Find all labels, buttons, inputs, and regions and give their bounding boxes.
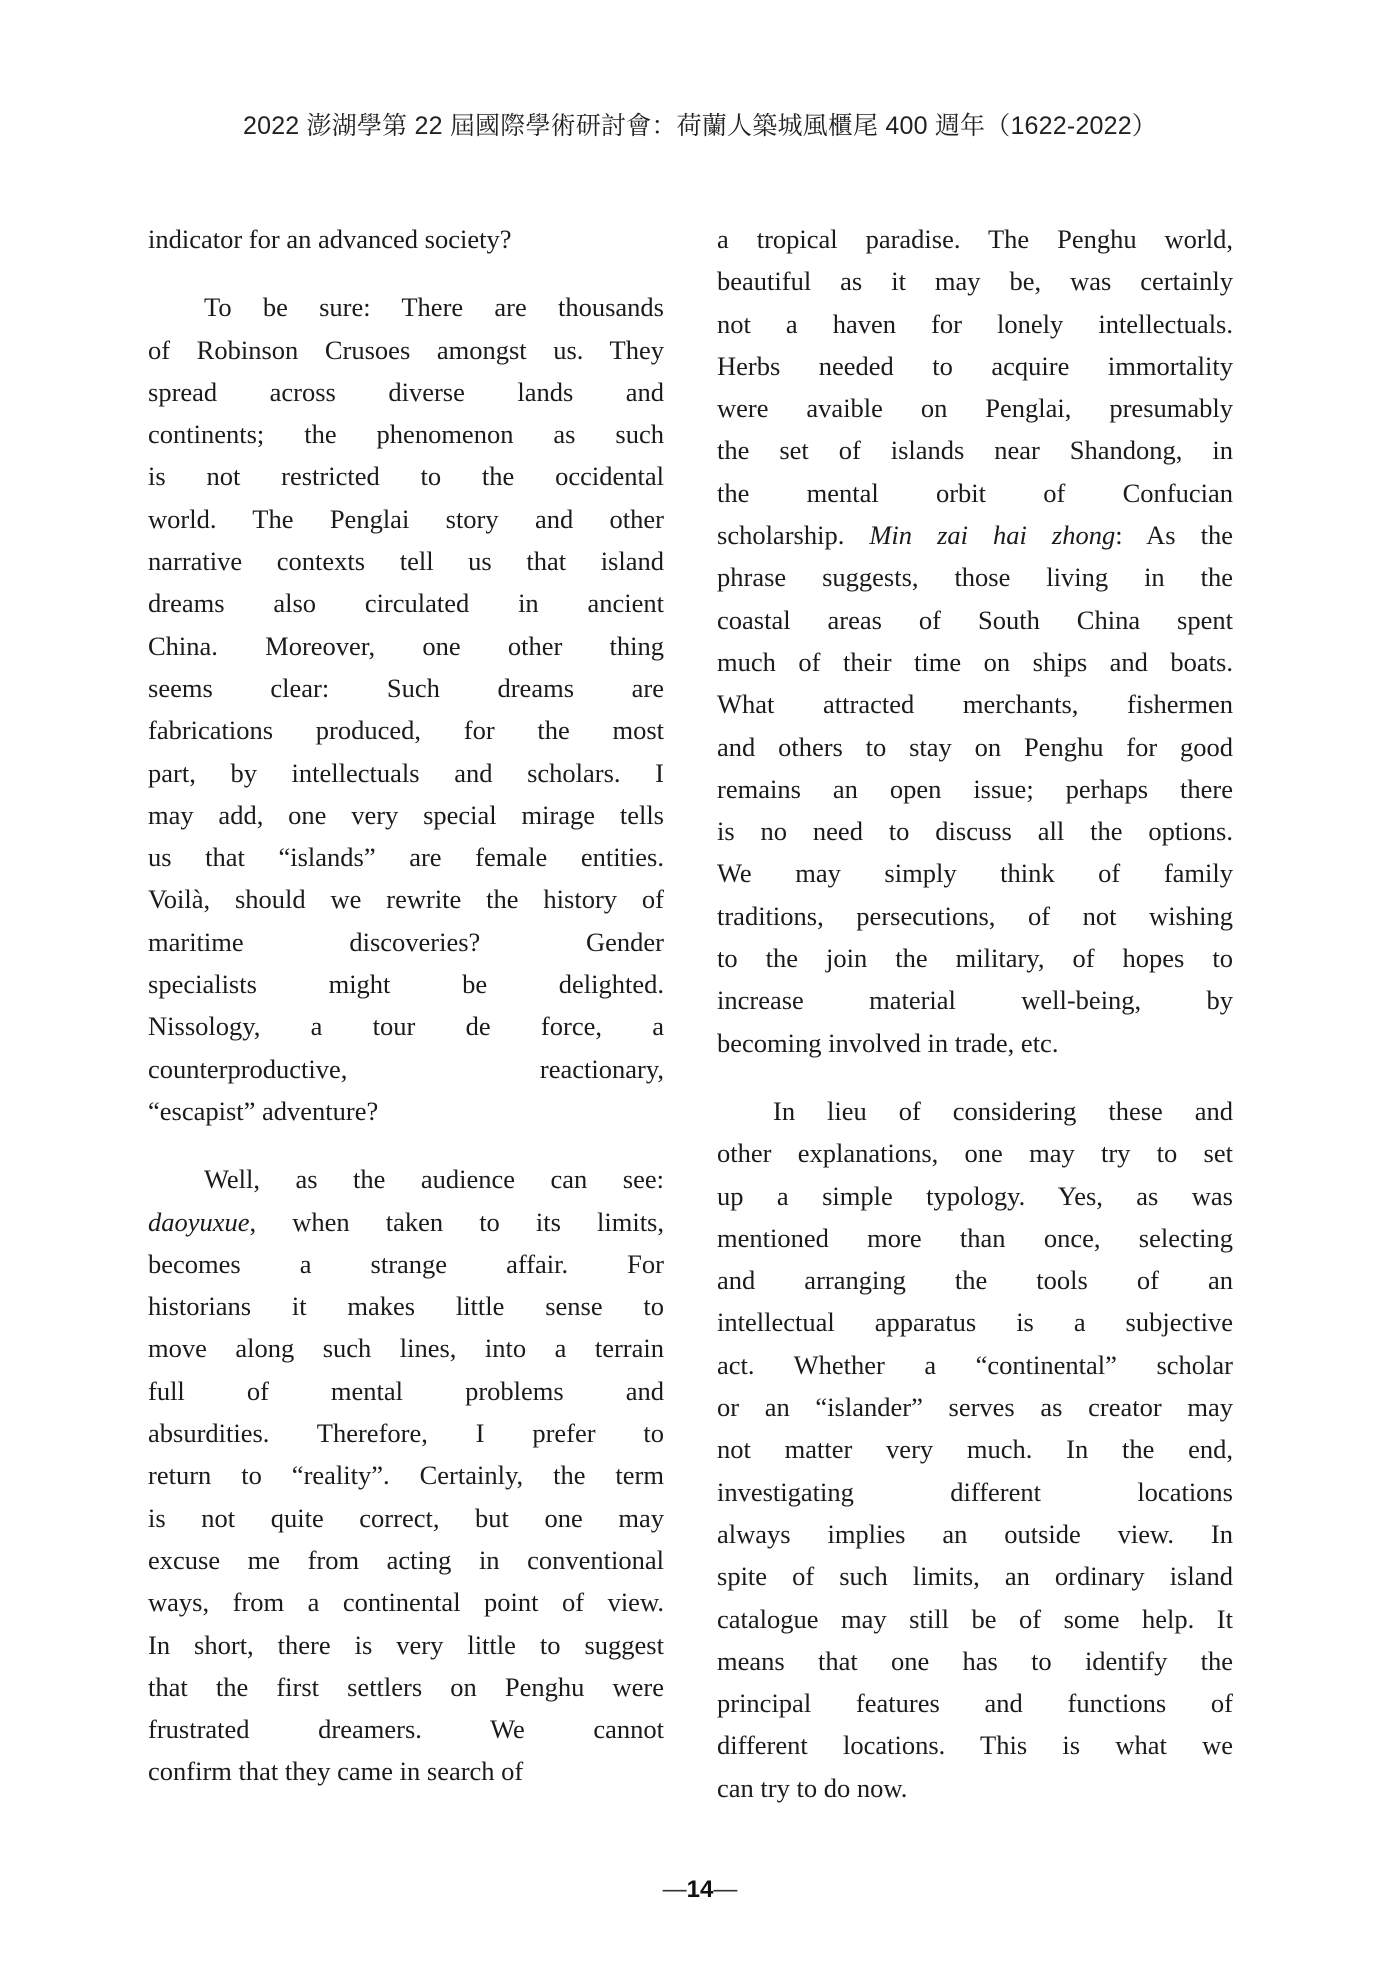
text-line: always implies an outside view. In: [717, 1518, 1233, 1549]
text-line: We may simply think of family: [717, 858, 1233, 889]
text-line: move along such lines, into a terrain: [148, 1333, 664, 1364]
text-line: fabrications produced, for the most: [148, 715, 664, 746]
text-line: becoming involved in trade, etc.: [717, 1027, 1059, 1058]
text-line: the set of islands near Shandong, in: [717, 435, 1233, 466]
text-line: Well, as the audience can see:: [204, 1164, 664, 1195]
text-line: remains an open issue; perhaps there: [717, 773, 1233, 804]
text-line: catalogue may still be of some help. It: [717, 1603, 1233, 1634]
italic-term: daoyuxue: [148, 1206, 250, 1237]
text-line: continents; the phenomenon as such: [148, 419, 664, 450]
text-line: frustrated dreamers. We cannot: [148, 1714, 664, 1745]
text-line: act. Whether a “continental” scholar: [717, 1349, 1233, 1380]
left-column: [148, 218, 664, 1819]
page-number-dash-right: —: [713, 1876, 738, 1903]
text-line: intellectual apparatus is a subjective: [717, 1307, 1233, 1338]
text-line: In short, there is very little to suggest: [148, 1629, 664, 1660]
text-line: increase material well-being, by: [717, 985, 1233, 1016]
text-line: historians it makes little sense to: [148, 1291, 664, 1322]
running-header: 2022 澎湖學第 22 屆國際學術研討會：荷蘭人築城風櫃尾 400 週年（1622-2022）: [242, 112, 1158, 140]
paragraph: [148, 218, 664, 260]
text-line: is not restricted to the occidental: [148, 461, 664, 492]
text-line: much of their time on ships and boats.: [717, 646, 1233, 677]
paragraph: [717, 218, 1233, 1064]
text-line: “escapist” adventure?: [148, 1095, 379, 1126]
paragraph: [148, 1158, 664, 1792]
text-line: the mental orbit of Confucian: [717, 477, 1233, 508]
text-line: return to “reality”. Certainly, the term: [148, 1460, 664, 1491]
text-line: us that “islands” are female entities.: [148, 842, 664, 873]
text-line: and arranging the tools of an: [717, 1265, 1233, 1296]
text-line: to the join the military, of hopes to: [717, 943, 1233, 974]
italic-term: Min zai hai zhong: [869, 520, 1116, 551]
text-line: Herbs needed to acquire immortality: [717, 350, 1233, 381]
text-line: excuse me from acting in conventional: [148, 1544, 664, 1575]
text-line: daoyuxue, when taken to its limits,: [148, 1206, 664, 1237]
text-line: coastal areas of South China spent: [717, 604, 1233, 635]
text-line: narrative contexts tell us that island: [148, 546, 664, 577]
text-line: becomes a strange affair. For: [148, 1248, 664, 1279]
text-line: were avaible on Penglai, presumably: [717, 393, 1233, 424]
text-line: dreams also circulated in ancient: [148, 588, 664, 619]
text-line: scholarship. Min zai hai zhong: As the: [717, 520, 1233, 551]
text-line: is no need to discuss all the options.: [717, 816, 1233, 847]
text-line: seems clear: Such dreams are: [148, 672, 664, 703]
text-line: a tropical paradise. The Penghu world,: [717, 224, 1233, 254]
text-line: that the first settlers on Penghu were: [148, 1671, 664, 1702]
text-line: In lieu of considering these and: [773, 1095, 1233, 1126]
text-line: To be sure: There are thousands: [204, 292, 664, 323]
text-line: is not quite correct, but one may: [148, 1502, 664, 1533]
text-line: or an “islander” serves as creator may: [717, 1392, 1233, 1423]
text-line: world. The Penglai story and other: [148, 503, 664, 534]
text-line: phrase suggests, those living in the: [717, 562, 1233, 593]
text-line: not a haven for lonely intellectuals.: [717, 308, 1233, 339]
text-line: Voilà, should we rewrite the history of: [148, 884, 664, 915]
text-line: different locations. This is what we: [717, 1730, 1233, 1761]
text-line: mentioned more than once, selecting: [717, 1222, 1233, 1253]
text-line: What attracted merchants, fishermen: [717, 689, 1233, 720]
text-line: ways, from a continental point of view.: [148, 1587, 664, 1618]
paragraph: [148, 286, 664, 1132]
page-number: [0, 1876, 1400, 1904]
page-number-value: 14: [686, 1876, 714, 1903]
text-line: may add, one very special mirage tells: [148, 799, 664, 830]
text-line: spread across diverse lands and: [148, 376, 664, 407]
text-line: confirm that they came in search of: [148, 1756, 524, 1787]
text-line: part, by intellectuals and scholars. I: [148, 757, 664, 788]
text-line: can try to do now.: [717, 1772, 908, 1803]
text-line: principal features and functions of: [717, 1688, 1233, 1719]
text-line: counterproductive, reactionary,: [148, 1053, 664, 1084]
text-line: and others to stay on Penghu for good: [717, 731, 1233, 762]
text-line: full of mental problems and: [148, 1375, 664, 1406]
text-line: of Robinson Crusoes amongst us. They: [148, 334, 664, 365]
text-line: beautiful as it may be, was certainly: [717, 266, 1233, 297]
text-line: China. Moreover, one other thing: [148, 630, 664, 661]
text-line: up a simple typology. Yes, as was: [717, 1180, 1233, 1211]
right-column: [717, 218, 1233, 1835]
text-line: investigating different locations: [717, 1476, 1233, 1507]
text-line: other explanations, one may try to set: [717, 1138, 1233, 1169]
text-line: specialists might be delighted.: [148, 969, 664, 1000]
text-line: means that one has to identify the: [717, 1645, 1233, 1676]
text-line: Nissology, a tour de force, a: [148, 1011, 664, 1042]
paragraph: [717, 1090, 1233, 1809]
text-line: indicator for an advanced society?: [148, 224, 512, 254]
text-line: maritime discoveries? Gender: [148, 926, 664, 957]
text-line: spite of such limits, an ordinary island: [717, 1561, 1233, 1592]
text-line: absurdities. Therefore, I prefer to: [148, 1418, 664, 1449]
page-number-dash-left: —: [662, 1876, 687, 1903]
text-line: not matter very much. In the end,: [717, 1434, 1233, 1465]
text-line: traditions, persecutions, of not wishing: [717, 900, 1233, 931]
